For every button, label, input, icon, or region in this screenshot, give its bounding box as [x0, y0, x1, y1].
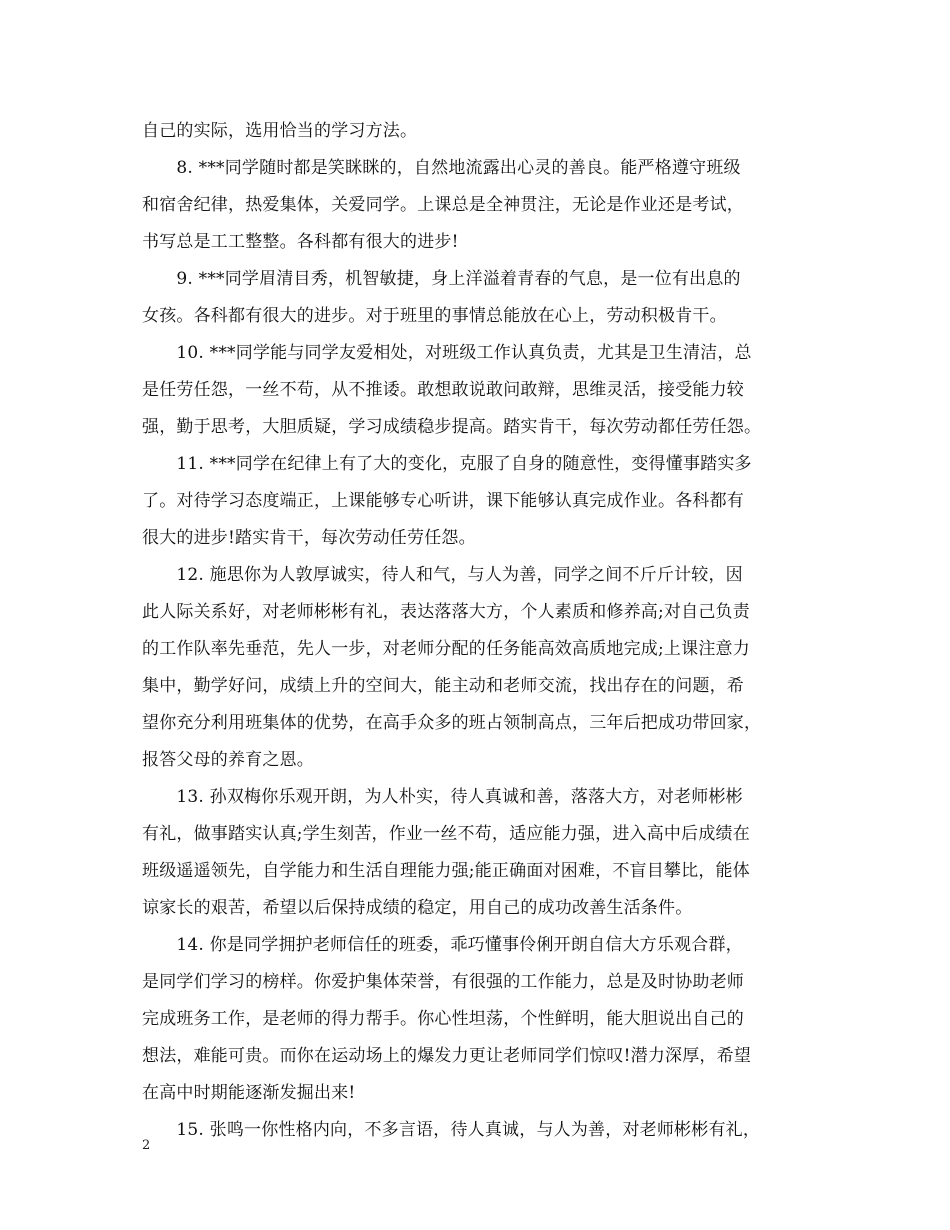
text-line: 的工作队率先垂范，先人一步，对老师分配的任务能高效高质地完成;上课注意力 [142, 639, 750, 659]
text-line: 谅家长的艰苦，希望以后保持成绩的稳定，用自己的成功改善生活条件。 [142, 898, 693, 918]
text-line: 15. 张鸣一你性格内向，不多言语，待人真诚，与人为善，对老师彬彬有礼， [142, 1120, 761, 1140]
text-line: 8. ***同学随时都是笑眯眯的，自然地流露出心灵的善良。能严格遵守班级 [142, 158, 741, 178]
text-line: 9. ***同学眉清目秀，机智敏捷，身上洋溢着青春的气息，是一位有出息的 [142, 269, 741, 289]
text-line: 12. 施思你为人敦厚诚实，待人和气，与人为善，同学之间不斤斤计较，因 [142, 565, 743, 585]
text-line: 11. ***同学在纪律上有了大的变化，克服了自身的随意性，变得懂事踏实多 [142, 454, 752, 474]
page-number: 2 [142, 1138, 151, 1153]
text-line: 想法，难能可贵。而你在运动场上的爆发力更让老师同学们惊叹!潜力深厚，希望 [142, 1046, 752, 1066]
text-line: 书写总是工工整整。各科都有很大的进步! [142, 232, 459, 252]
text-line: 自己的实际，选用恰当的学习方法。 [142, 121, 418, 141]
text-line: 14. 你是同学拥护老师信任的班委，乖巧懂事伶俐开朗自信大方乐观合群， [142, 935, 743, 955]
text-line: 了。对待学习态度端正，上课能够专心听讲，课下能够认真完成作业。各科都有 [142, 491, 744, 511]
text-line: 很大的进步!踏实肯干，每次劳动任劳任怨。 [142, 528, 476, 548]
text-line: 在高中时期能逐渐发掘出来! [142, 1083, 356, 1103]
text-line: 望你充分利用班集体的优势，在高手众多的班占领制高点，三年后把成功带回家， [142, 713, 762, 733]
text-line: 13. 孙双梅你乐观开朗，为人朴实，待人真诚和善，落落大方，对老师彬彬 [142, 787, 743, 807]
text-line: 集中，勤学好问，成绩上升的空间大，能主动和老师交流，找出存在的问题，希 [142, 676, 744, 696]
text-line: 是同学们学习的榜样。你爱护集体荣誉，有很强的工作能力，总是及时协助老师 [142, 972, 744, 992]
text-line: 和宿舍纪律，热爱集体，关爱同学。上课总是全神贯注，无论是作业还是考试， [142, 195, 744, 215]
text-line: 此人际关系好，对老师彬彬有礼，表达落落大方，个人素质和修养高;对自己负责 [142, 602, 750, 622]
text-line: 报答父母的养育之恩。 [142, 750, 314, 770]
text-line: 完成班务工作，是老师的得力帮手。你心性坦荡，个性鲜明，能大胆说出自己的 [142, 1009, 744, 1029]
text-line: 10. ***同学能与同学友爱相处，对班级工作认真负责，尤其是卫生清洁，总 [142, 343, 752, 363]
text-line: 班级遥遥领先，自学能力和生活自理能力强;能正确面对困难，不盲目攀比，能体 [142, 861, 750, 881]
text-line: 强，勤于思考，大胆质疑，学习成绩稳步提高。踏实肯干，每次劳动都任劳任怨。 [142, 417, 762, 437]
text-line: 是任劳任怨，一丝不苟，从不推诿。敢想敢说敢问敢辩，思维灵活，接受能力较 [142, 380, 744, 400]
text-line: 有礼，做事踏实认真;学生刻苦，作业一丝不苟，适应能力强，进入高中后成绩在 [142, 824, 750, 844]
text-line: 女孩。各科都有很大的进步。对于班里的事情总能放在心上，劳动积极肯干。 [142, 306, 727, 326]
